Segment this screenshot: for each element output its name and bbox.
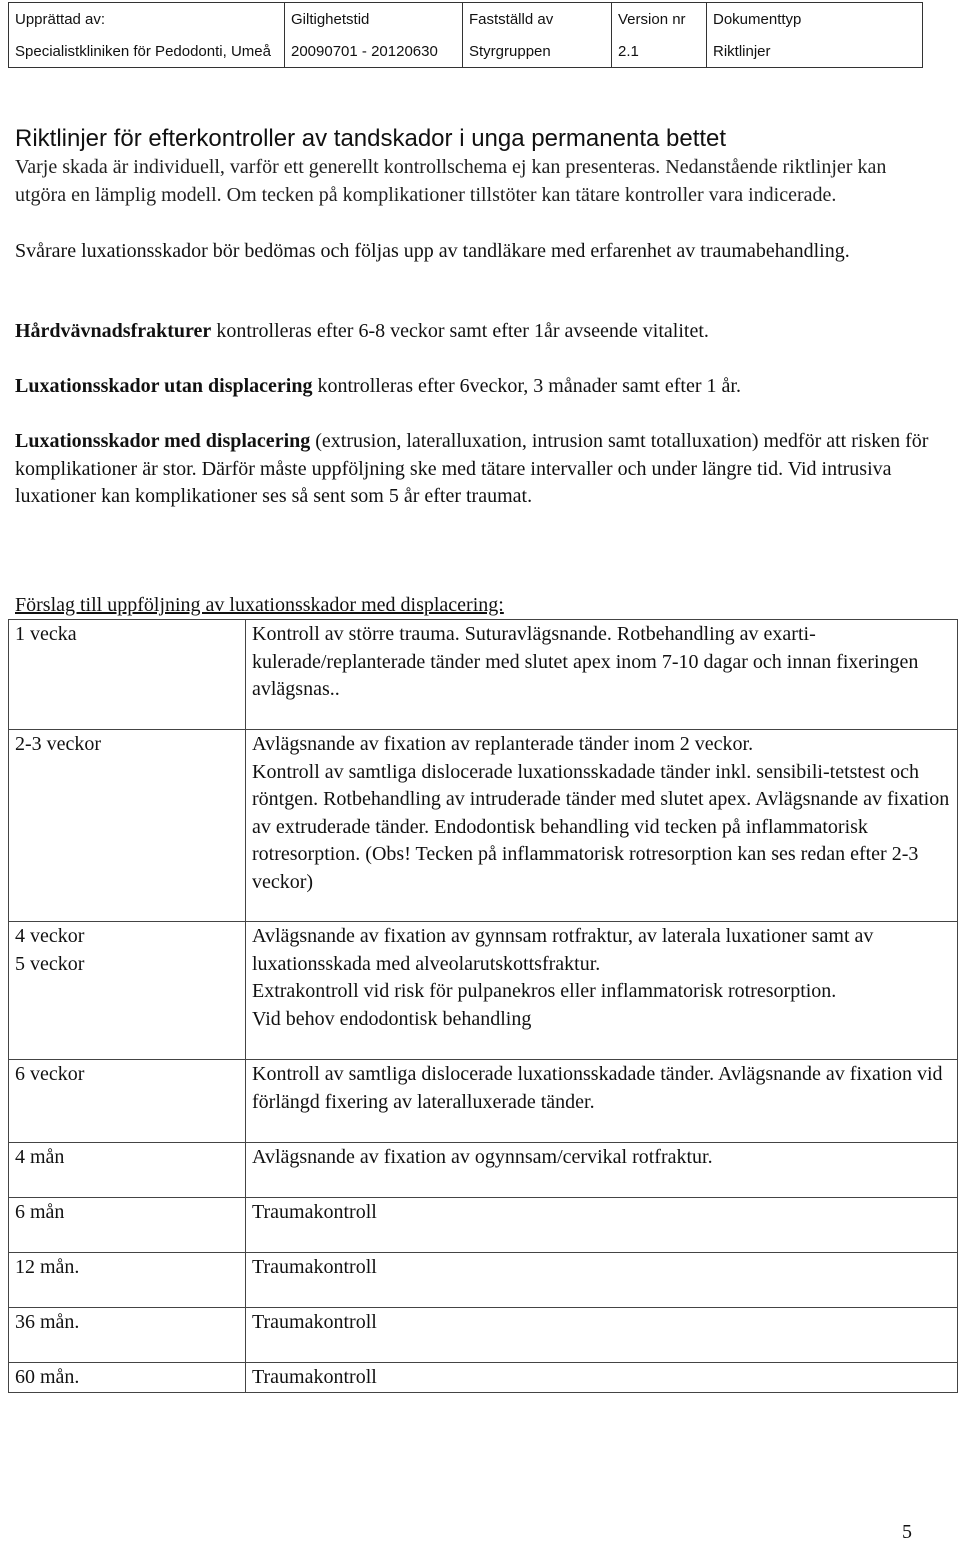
- schedule-row: [9, 1198, 958, 1253]
- action-text: Avlägsnande av fixation av gynnsam rotfraktur, av laterala luxationer samt av luxationsskada med alveolarutskottsfraktur. Extrakontroll vid risk för pulpanekros eller inflammatorisk rotresorption. Vid behov endodontisk behandling: [252, 925, 874, 1030]
- period-text: 4 veckor 5 veckor: [15, 925, 85, 975]
- metadata-values-row: [9, 35, 923, 68]
- metadata-labels-row: [9, 3, 923, 36]
- followup-schedule-table: [8, 619, 958, 1393]
- schedule-action: [246, 620, 958, 730]
- schedule-action: [246, 1363, 958, 1393]
- schedule-period: [9, 1363, 246, 1393]
- hard-tissue-paragraph: [15, 318, 935, 346]
- hard-tissue-term: Hårdvävnadsfrakturer: [15, 320, 212, 342]
- schedule-period: [9, 620, 246, 730]
- action-text: Avlägsnande av fixation av replanterade tänder inom 2 veckor. Kontroll av samtliga dislocerade luxationsskadade tänder inkl. sensibili-tetstest och röntgen. Rotbehandling av intruderade tänder med slutet apex. Avlägsnande av fixation av extruderade tänder. Endodontisk behandling vid tecken på inflammatorisk rotresorption. (Obs! Tecken på inflammatorisk rotresorption kan ses redan efter 2-3 veckor): [252, 733, 950, 893]
- value-document-type: Riktlinjer: [707, 35, 923, 68]
- period-text: 6 veckor: [15, 1063, 85, 1085]
- action-text: Kontroll av större trauma. Suturavlägsnande. Rotbehandling av exarti-kulerade/replanterade tänder med slutet apex inom 7-10 dagar och innan fixeringen avlägsnas..: [252, 623, 919, 700]
- schedule-action: [246, 1143, 958, 1198]
- schedule-row: [9, 1363, 958, 1393]
- schedule-row: [9, 1143, 958, 1198]
- intro-paragraph: Varje skada är individuell, varför ett generellt kontrollschema ej kan presenteras. Nedanstående riktlinjer kan utgöra en lämplig modell. Om tecken på komplikationer tillstöter kan tätare kontroller vara indicerade.: [15, 156, 887, 206]
- schedule-action: [246, 1308, 958, 1363]
- label-prepared-by: Upprättad av:: [9, 3, 285, 36]
- period-text: 60 mån.: [15, 1366, 80, 1388]
- schedule-row: [9, 922, 958, 1060]
- action-text: Traumakontroll: [252, 1201, 377, 1223]
- period-text: 1 vecka: [15, 623, 77, 645]
- luxation-displacement-paragraph: [15, 428, 935, 511]
- page-number: 5: [902, 1521, 912, 1543]
- schedule-period: [9, 730, 246, 922]
- value-approved-by: Styrgruppen: [463, 35, 612, 68]
- action-text: Traumakontroll: [252, 1256, 377, 1278]
- action-text: Traumakontroll: [252, 1311, 377, 1333]
- schedule-row: [9, 620, 958, 730]
- schedule-row: [9, 1308, 958, 1363]
- schedule-action: [246, 922, 958, 1060]
- luxation-displacement-text: (extrusion, lateralluxation, intrusion samt totalluxation) medför att risken för komplikationer är stor. Därför måste uppföljning ske med tätare intervaller och under längre tid. Vid intrusiva luxationer kan komplikationer ses så sent som 5 år efter traumat.: [15, 430, 929, 507]
- period-text: 2-3 veckor: [15, 733, 102, 755]
- period-text: 36 mån.: [15, 1311, 80, 1333]
- value-prepared-by: Specialistkliniken för Pedodonti, Umeå: [9, 35, 285, 68]
- label-version: Version nr: [612, 3, 707, 36]
- period-text: 4 mån: [15, 1146, 65, 1168]
- document-metadata-table: [8, 2, 923, 68]
- luxation-no-displacement-text: kontrolleras efter 6veckor, 3 månader samt efter 1 år.: [312, 375, 741, 397]
- schedule-period: [9, 922, 246, 1060]
- luxation-displacement-term: Luxationsskador med displacering: [15, 430, 311, 452]
- hard-tissue-text: kontrolleras efter 6-8 veckor samt efter 1år avseende vitalitet.: [211, 320, 709, 342]
- schedule-period: [9, 1198, 246, 1253]
- action-text: Avlägsnande av fixation av ogynnsam/cervikal rotfraktur.: [252, 1146, 713, 1168]
- document-title: Riktlinjer för efterkontroller av tandskador i unga permanenta bettet: [15, 125, 727, 152]
- schedule-row: [9, 730, 958, 922]
- intro-paragraph-2: Svårare luxationsskador bör bedömas och följas upp av tandläkare med erfarenhet av traumabehandling.: [15, 240, 850, 262]
- action-text: Traumakontroll: [252, 1366, 377, 1388]
- action-text: Kontroll av samtliga dislocerade luxationsskadade tänder. Avlägsnande av fixation vid förlängd fixering av lateralluxerade tänder.: [252, 1063, 943, 1113]
- schedule-action: [246, 1060, 958, 1143]
- schedule-row: [9, 1060, 958, 1143]
- period-text: 6 mån: [15, 1201, 65, 1223]
- period-text: 12 mån.: [15, 1256, 80, 1278]
- schedule-action: [246, 1253, 958, 1308]
- schedule-period: [9, 1308, 246, 1363]
- luxation-no-displacement-paragraph: [15, 373, 935, 401]
- label-validity: Giltighetstid: [285, 3, 463, 36]
- schedule-row: [9, 1253, 958, 1308]
- schedule-period: [9, 1060, 246, 1143]
- followup-heading: Förslag till uppföljning av luxationsskador med displacering:: [15, 594, 504, 616]
- value-version: 2.1: [612, 35, 707, 68]
- label-document-type: Dokumenttyp: [707, 3, 923, 36]
- schedule-period: [9, 1143, 246, 1198]
- schedule-period: [9, 1253, 246, 1308]
- schedule-action: [246, 730, 958, 922]
- value-validity: 20090701 - 20120630: [285, 35, 463, 68]
- label-approved-by: Fastställd av: [463, 3, 612, 36]
- schedule-action: [246, 1198, 958, 1253]
- luxation-no-displacement-term: Luxationsskador utan displacering: [15, 375, 313, 397]
